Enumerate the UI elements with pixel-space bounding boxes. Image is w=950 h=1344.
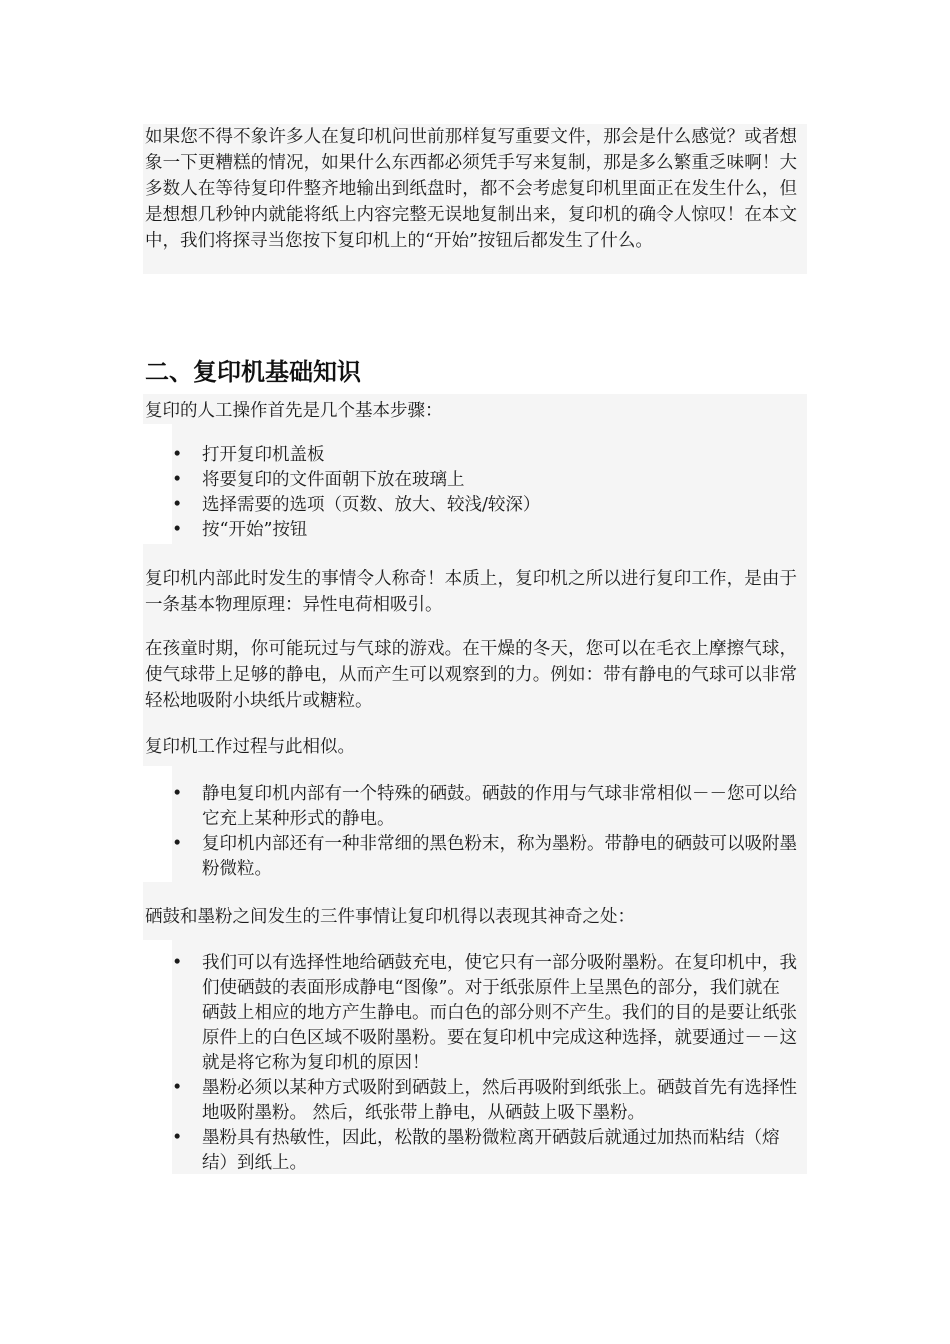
list-item bbox=[172, 782, 797, 832]
bullet-icon: • bbox=[172, 495, 183, 515]
bullet-icon: • bbox=[172, 1078, 183, 1098]
section-heading: 二、复印机基础知识 bbox=[145, 358, 361, 386]
list-item-text: 我们可以有选择性地给硒鼓充电，使它只有一部分吸附墨粉。在复印机中，我们使硒鼓的表面形成静电“图像”。对于纸张原件上呈黑色的部分，我们就在硒鼓上相应的地方产生静电。而白色的部分则不产生。我们的目的是要让纸张原件上的白色区域不吸附墨粉。要在复印机中完成这种选择，就要通过－－这就是将它称为复印机的原因！ bbox=[202, 953, 797, 1073]
three-things-paragraph: 硒鼓和墨粉之间发生的三件事情让复印机得以表现其神奇之处： bbox=[145, 907, 635, 927]
intro-paragraph: 如果您不得不象许多人在复印机问世前那样复写重要文件，那会是什么感觉？或者想象一下更糟糕的情况，如果什么东西都必须凭手写来复制，那是多么繁重乏味啊！大多数人在等待复印件整齐地输出到纸盘时，都不会考虑复印机里面正在发生什么，但是想想几秒钟内就能将纸上内容完整无误地复制出来，复印机的确令人惊叹！在本文中，我们将探寻当您按下复印机上的“开始”按钮后都发生了什么。 bbox=[145, 127, 797, 251]
bullet-icon: • bbox=[172, 445, 183, 465]
list-item bbox=[172, 443, 797, 468]
three-things-list bbox=[172, 951, 797, 1176]
list-item bbox=[172, 518, 797, 543]
steps-list bbox=[172, 443, 797, 543]
bullet-icon: • bbox=[172, 784, 183, 804]
drum-toner-list bbox=[172, 782, 797, 882]
list-item bbox=[172, 1126, 797, 1176]
list-item-text: 静电复印机内部有一个特殊的硒鼓。硒鼓的作用与气球非常相似－－您可以给它充上某种形式的静电。 bbox=[202, 784, 797, 829]
list-item bbox=[172, 951, 797, 1076]
list-item-text: 选择需要的选项（页数、放大、较浅/较深） bbox=[202, 495, 541, 515]
list-item bbox=[172, 493, 797, 518]
similar-paragraph: 复印机工作过程与此相似。 bbox=[145, 737, 355, 757]
balloon-paragraph: 在孩童时期，你可能玩过与气球的游戏。在干燥的冬天，您可以在毛衣上摩擦气球，使气球带上足够的静电，从而产生可以观察到的力。例如：带有静电的气球可以非常轻松地吸附小块纸片或糖粒。 bbox=[145, 639, 797, 711]
list-item-text: 墨粉具有热敏性，因此，松散的墨粉微粒离开硒鼓后就通过加热而粘结（熔结）到纸上。 bbox=[202, 1128, 780, 1173]
bullet-icon: • bbox=[172, 470, 183, 490]
list-item-text: 打开复印机盖板 bbox=[202, 445, 325, 465]
list-item-text: 墨粉必须以某种方式吸附到硒鼓上，然后再吸附到纸张上。硒鼓首先有选择性地吸附墨粉。 然后，纸张带上静电，从硒鼓上吸下墨粉。 bbox=[202, 1078, 797, 1123]
bullet-icon: • bbox=[172, 953, 183, 973]
steps-intro: 复印的人工操作首先是几个基本步骤： bbox=[145, 401, 443, 421]
bullet-icon: • bbox=[172, 520, 183, 540]
list-item bbox=[172, 832, 797, 882]
list-item-text: 按“开始”按钮 bbox=[202, 520, 308, 540]
list-item-text: 复印机内部还有一种非常细的黑色粉末，称为墨粉。带静电的硒鼓可以吸附墨粉微粒。 bbox=[202, 834, 797, 879]
principle-paragraph: 复印机内部此时发生的事情令人称奇！本质上，复印机之所以进行复印工作，是由于一条基本物理原理：异性电荷相吸引。 bbox=[145, 569, 797, 615]
list-item bbox=[172, 468, 797, 493]
bullet-icon: • bbox=[172, 834, 183, 854]
bullet-icon: • bbox=[172, 1128, 183, 1148]
list-item-text: 将要复印的文件面朝下放在玻璃上 bbox=[202, 470, 465, 490]
list-item bbox=[172, 1076, 797, 1126]
